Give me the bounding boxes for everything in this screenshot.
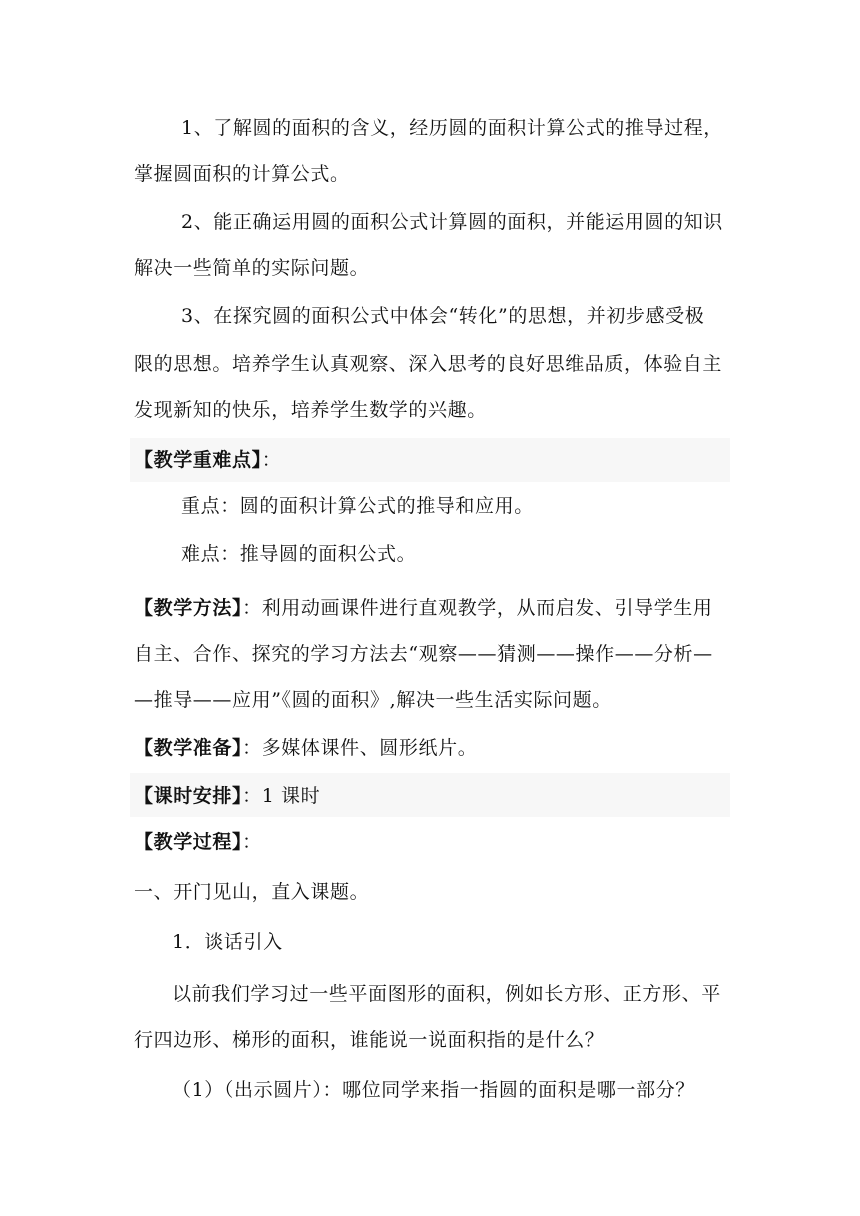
objective-1-line-2: 掌握圆面积的计算公式。 bbox=[134, 163, 350, 185]
preparation-heading: 【教学准备】 bbox=[134, 737, 243, 759]
objective-1-line-1: 1、了解圆的面积的含义，经历圆的面积计算公式的推导过程， bbox=[181, 117, 723, 139]
objective-3-line-1: 3、在探究圆的面积公式中体会“转化”的思想，并初步感受极 bbox=[181, 305, 705, 327]
process-heading-line bbox=[134, 830, 262, 854]
paragraph-1-line-1: 以前我们学习过一些平面图形的面积，例如长方形、正方形、平 bbox=[172, 983, 721, 1005]
key-point-difficulty: 难点：推导圆的面积公式。 bbox=[181, 543, 417, 565]
key-point-focus: 重点：圆的面积计算公式的推导和应用。 bbox=[181, 495, 534, 517]
question-1: （1）（出示圆片）：哪位同学来指一指圆的面积是哪一部分？ bbox=[172, 1079, 695, 1101]
method-line-3: —推导——应用”《圆的面积》,解决一些生活实际问题。 bbox=[134, 689, 612, 711]
objective-3-line-2: 限的思想。培养学生认真观察、深入思考的良好思维品质，体验自主 bbox=[134, 353, 723, 375]
process-heading: 【教学过程】 bbox=[134, 831, 243, 853]
method-line-2: 自主、合作、探究的学习方法去“观察——猜测——操作——分析— bbox=[134, 643, 713, 665]
schedule-heading: 【课时安排】 bbox=[134, 785, 243, 807]
objective-2-line-2: 解决一些简单的实际问题。 bbox=[134, 257, 370, 279]
process-colon: ： bbox=[242, 831, 262, 853]
objective-2-line-1: 2、能正确运用圆的面积公式计算圆的面积，并能运用圆的知识 bbox=[181, 211, 723, 233]
method-text: ：利用动画课件进行直观教学，从而启发、引导学生用 bbox=[242, 597, 713, 619]
key-points-heading-line bbox=[134, 448, 281, 472]
objective-3-line-3: 发现新知的快乐，培养学生数学的兴趣。 bbox=[134, 399, 487, 421]
preparation-line bbox=[134, 736, 477, 760]
key-points-colon: ： bbox=[261, 449, 282, 471]
method-line-1 bbox=[134, 596, 713, 620]
schedule-line bbox=[134, 784, 320, 808]
step-1-title: 1．谈话引入 bbox=[172, 931, 283, 953]
preparation-text: ：多媒体课件、圆形纸片。 bbox=[242, 737, 478, 759]
paragraph-1-line-2: 行四边形、梯形的面积，谁能说一说面积指的是什么？ bbox=[134, 1029, 605, 1051]
key-points-heading: 【教学重难点】 bbox=[134, 449, 262, 471]
schedule-text: ：1 课时 bbox=[242, 785, 321, 807]
method-heading: 【教学方法】 bbox=[134, 597, 243, 619]
section-1-title: 一、开门见山，直入课题。 bbox=[134, 881, 370, 903]
